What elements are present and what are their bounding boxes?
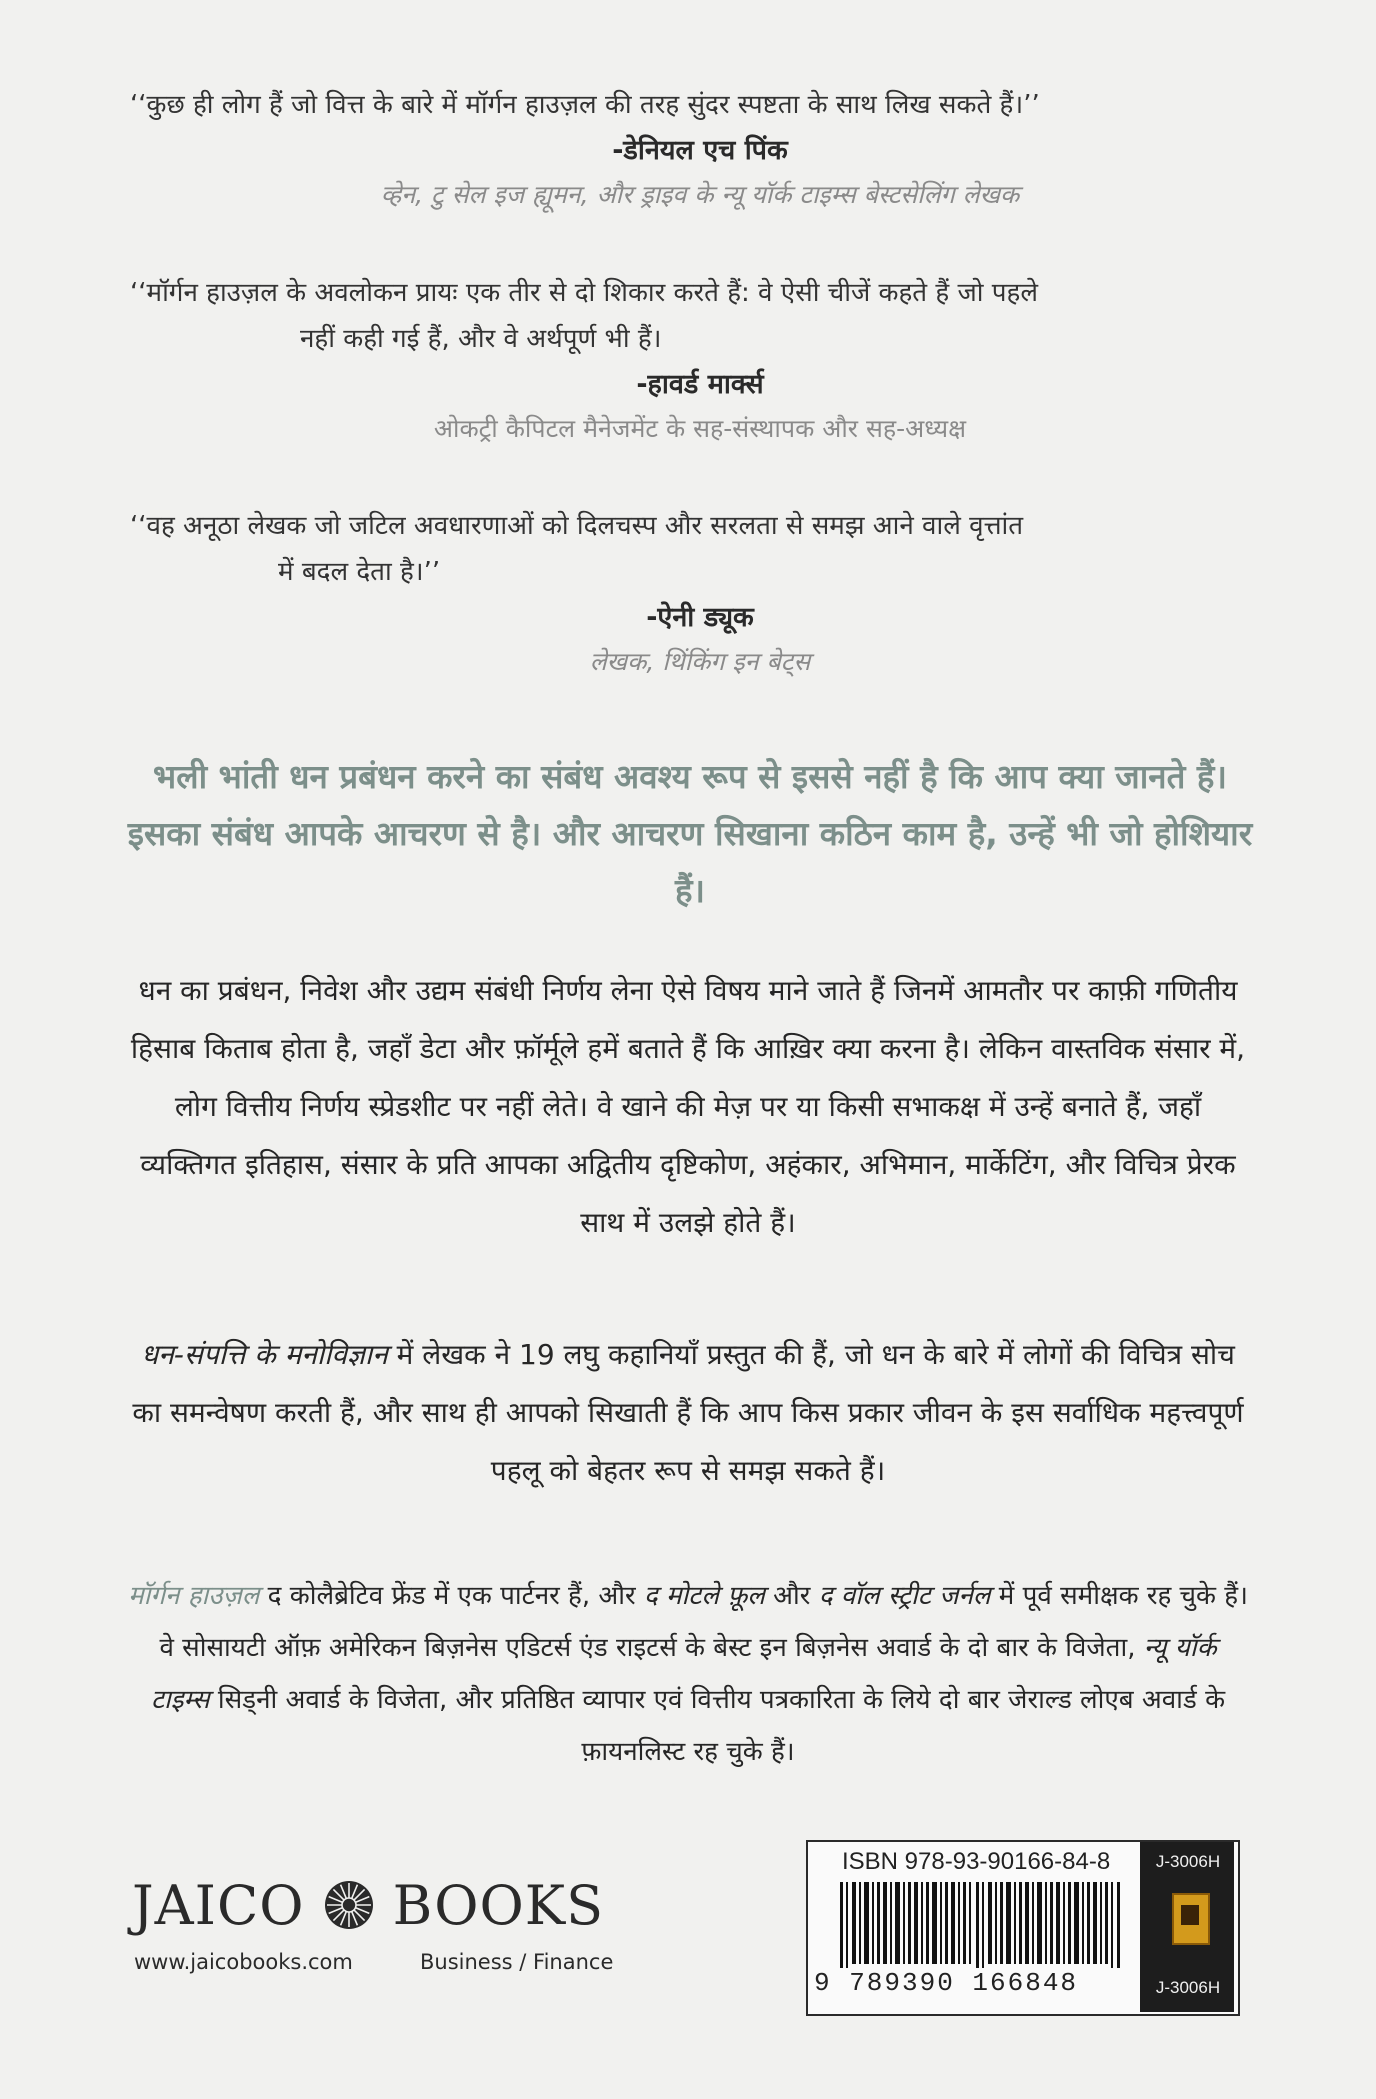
about-text-3: में पूर्व समीक्षक रह चुके हैं। वे सोसायटी ऑफ़ अमेरिकन बिज़नेस एडिटर्स एंड राइटर्स के बेस्ट इन बिज़नेस अवार्ड के दो बार के विजेता, (159, 1581, 1248, 1663)
logo-word-right: BOOKS (392, 1873, 605, 1937)
about-text-4: सिड्नी अवार्ड के विजेता, और प्रतिष्ठित व्यापार एवं वित्तीय पत्रकारिता के लिये दो बार जेराल्ड लोएब अवार्ड के फ़ायनलिस्ट रह चुके हैं। (209, 1685, 1226, 1767)
quote-2-role: ओकट्री कैपिटल मैनेजमेंट के सह-संस्थापक और सह-अध्यक्ष (433, 414, 967, 443)
code-top: J-3006H (1155, 1852, 1221, 1871)
about-italic-1: द मोटले फ़ूल (643, 1581, 765, 1611)
quote-3-text-line-1: ‘‘वह अनूठा लेखक जो जटिल अवधारणाओं को दिलचस्प और सरलता से समझ आने वाले वृत्तांत (130, 511, 1024, 541)
quote-2-text-line-1: ‘‘मॉर्गन हाउज़ल के अवलोकन प्रायः एक तीर से दो शिकार करते हैं: वे ऐसी चीजें कहते हैं जो पहले (130, 278, 1038, 308)
quote-1-author: -डेनियल एच पिंक (612, 135, 788, 166)
book-title: धन-संपत्ति के मनोविज्ञान (141, 1338, 388, 1371)
quote-3 (130, 503, 1270, 683)
quote-3-role: लेखक, थिंकिंग इन बेट्स (589, 647, 811, 676)
quote-3-text-line-2: में बदल देता है।’’ (278, 557, 441, 587)
about-text-1: द कोलैब्रेटिव फ्रेंड में एक पार्टनर हैं, और (259, 1581, 644, 1611)
logo-word-left: JAICO (132, 1873, 305, 1937)
sunburst-logo-icon (323, 1879, 375, 1931)
quote-3-author: -ऐनी ड्यूक (646, 602, 754, 633)
author-name: मॉर्गन हाउज़ल (128, 1581, 260, 1611)
about-text-2: और (764, 1581, 819, 1611)
barcode-icon (840, 1882, 1130, 1972)
publisher-logo (132, 1870, 604, 1940)
code-bottom: J-3006H (1155, 1978, 1221, 1997)
body-paragraph-2-text: में लेखक ने 19 लघु कहानियाँ प्रस्तुत की हैं, जो धन के बारे में लोगों की विचित्र सोच का समन्वेषण करती हैं, और साथ ही आपको सिखाती हैं कि आप किस प्रकार जीवन के इस सर्वाधिक महत्त्वपूर्ण पहलू को बेहतर रूप से समझ सकते हैं। (132, 1338, 1244, 1487)
headline: भली भांती धन प्रबंधन करने का संबंध अवश्य रूप से इससे नहीं है कि आप क्या जानते हैं। इसका संबंध आपके आचरण से है। और आचरण सिखाना कठिन काम है, उन्हें भी जो होशियार हैं। (127, 757, 1253, 910)
quote-2 (130, 270, 1270, 450)
about-italic-3: न्यू यॉर्क टाइम्स (150, 1633, 1217, 1715)
quote-1-role: व्हेन, टु सेल इज ह्यूमन, और ड्राइव के न्यू यॉर्क टाइम्स बेस्टसेलिंग लेखक (380, 180, 1020, 209)
about-italic-2: द वॉल स्ट्रीट जर्नल (818, 1581, 991, 1611)
barcode-digits: 9 789390 166848 (814, 1968, 1224, 1998)
publisher-website: www.jaicobooks.com (134, 1950, 353, 1974)
body-paragraph-1: धन का प्रबंधन, निवेश और उद्यम संबंधी निर्णय लेना ऐसे विषय माने जाते हैं जिनमें आमतौर पर काफ़ी गणितीय हिसाब किताब होता है, जहाँ डेटा और फ़ॉर्मूले हमें बताते हैं कि आख़िर क्या करना है। लेकिन वास्तविक संसार में, लोग वित्तीय निर्णय स्प्रेडशीट पर नहीं लेते। वे खाने की मेज़ पर या किसी सभाकक्ष में उन्हें बनाते हैं, जहाँ व्यक्तिगत इतिहास, संसार के प्रति आपका अद्वितीय दृष्टिकोण, अहंकार, अभिमान, मार्केटिंग, और विचित्र प्रेरक साथ में उलझे होते हैं। (130, 974, 1246, 1239)
quote-1-text: ‘‘कुछ ही लोग हैं जो वित्त के बारे में मॉर्गन हाउज़ल की तरह सुंदर स्पष्टता के साथ लिख सकते हैं।’’ (130, 90, 1040, 120)
quote-2-text-line-2: नहीं कही गई हैं, और वे अर्थपूर्ण भी हैं। (300, 324, 662, 354)
body-paragraph-2 (128, 1326, 1248, 1500)
book-thumbnail-icon (1172, 1893, 1210, 1945)
isbn-label: ISBN 978-93-90166-84-8 (842, 1848, 1111, 1875)
quote-2-author: -हावर्ड मार्क्स (636, 369, 764, 400)
about-author (128, 1570, 1248, 1778)
book-category: Business / Finance (420, 1950, 614, 1974)
quote-1 (130, 82, 1270, 216)
